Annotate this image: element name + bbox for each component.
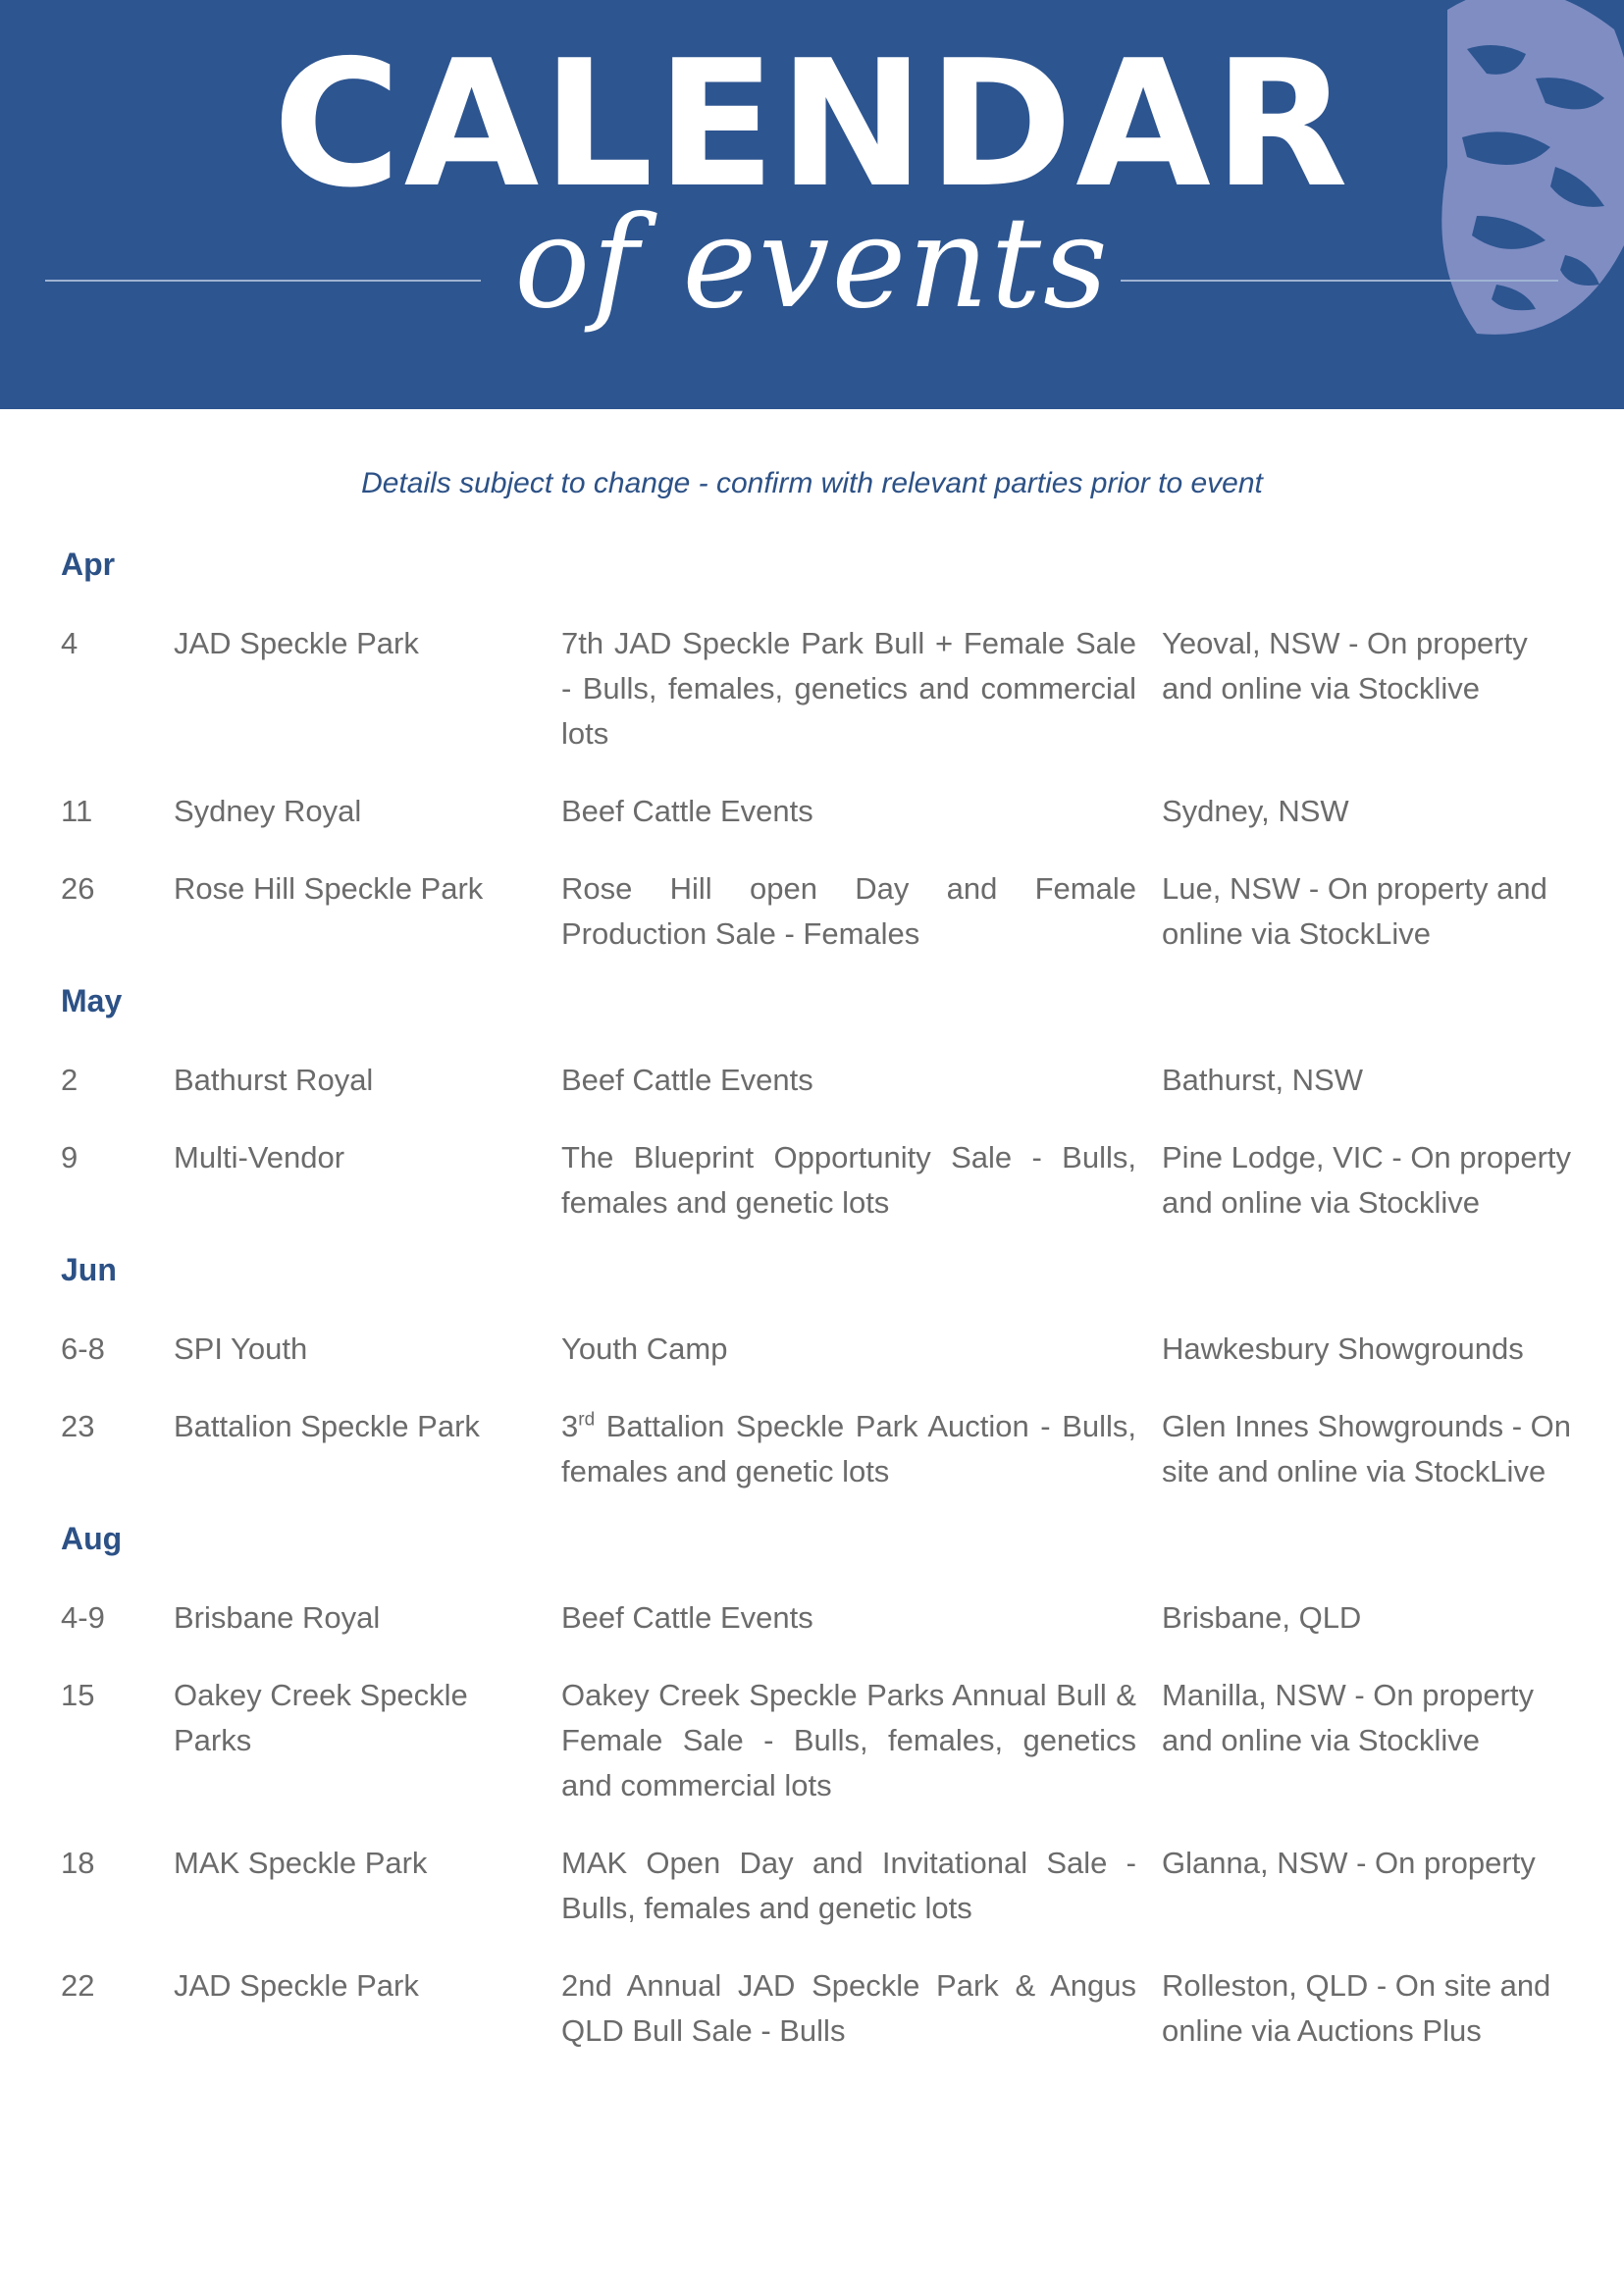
event-date: 11 — [61, 794, 93, 828]
event-row — [0, 866, 1624, 957]
page-subtitle: of events — [514, 190, 1110, 337]
event-description: Oakey Creek Speckle Parks Annual Bull & Female Sale - Bulls, females, genetics and commercial lots — [561, 1678, 1136, 1802]
event-location: Glen Innes Showgrounds - On site and online via StockLive — [1162, 1409, 1572, 1488]
event-description: Beef Cattle Events — [561, 794, 813, 828]
event-description: Beef Cattle Events — [561, 1063, 813, 1097]
event-date: 9 — [61, 1140, 79, 1174]
event-organiser: Sydney Royal — [174, 794, 362, 828]
event-location: Hawkesbury Showgrounds — [1162, 1331, 1524, 1366]
event-organiser: Multi-Vendor — [174, 1140, 345, 1174]
page-title: CALENDAR — [273, 23, 1351, 226]
month-heading: Aug — [61, 1521, 123, 1556]
event-row — [0, 1841, 1624, 1931]
event-date: 22 — [61, 1968, 95, 2003]
event-row — [0, 1327, 1624, 1372]
event-date: 23 — [61, 1409, 95, 1443]
event-organiser: Rose Hill Speckle Park — [174, 871, 484, 906]
event-row — [0, 621, 1624, 757]
disclaimer-notice: Details subject to change - confirm with relevant parties prior to event — [361, 467, 1263, 499]
event-row — [0, 1673, 1624, 1808]
event-description: 2nd Annual JAD Speckle Park & Angus QLD Bull Sale - Bulls — [561, 1968, 1136, 2048]
event-row — [0, 1963, 1624, 2054]
event-organiser: Battalion Speckle Park — [174, 1409, 480, 1443]
event-row — [0, 1595, 1624, 1641]
event-row — [0, 1135, 1624, 1226]
event-description: 7th JAD Speckle Park Bull + Female Sale - Bulls, females, genetics and commercial lots — [561, 626, 1136, 751]
event-organiser: Brisbane Royal — [174, 1600, 381, 1635]
event-date: 4 — [61, 626, 79, 660]
event-location: Manilla, NSW - On property and online via Stocklive — [1162, 1678, 1534, 1757]
event-location: Glanna, NSW - On property — [1162, 1846, 1536, 1880]
event-description-text: Battalion Speckle Park Auction - Bulls, females and genetic lots — [561, 1409, 1136, 1488]
event-location: Rolleston, QLD - On site and online via Auctions Plus — [1162, 1968, 1551, 2048]
event-location: Lue, NSW - On property and online via StockLive — [1162, 871, 1547, 951]
event-location: Yeoval, NSW - On property and online via Stocklive — [1162, 626, 1528, 705]
events-list — [0, 546, 1624, 2086]
event-organiser: JAD Speckle Park — [174, 626, 419, 660]
month-heading: May — [61, 983, 123, 1018]
event-organiser: JAD Speckle Park — [174, 1968, 419, 2003]
event-organiser: MAK Speckle Park — [174, 1846, 428, 1880]
month-heading: Apr — [61, 547, 116, 582]
event-organiser: Bathurst Royal — [174, 1063, 374, 1097]
event-row — [0, 789, 1624, 834]
event-date: 2 — [61, 1063, 79, 1097]
event-organiser: SPI Youth — [174, 1331, 308, 1366]
event-description: MAK Open Day and Invitational Sale - Bulls, females and genetic lots — [561, 1846, 1136, 1925]
event-location: Bathurst, NSW — [1162, 1063, 1363, 1097]
event-location: Pine Lodge, VIC - On property and online via Stocklive — [1162, 1140, 1572, 1220]
event-location: Sydney, NSW — [1162, 794, 1349, 828]
event-organiser: Oakey Creek Speckle Parks — [174, 1678, 468, 1757]
event-location: Brisbane, QLD — [1162, 1600, 1362, 1635]
event-description: Youth Camp — [561, 1331, 728, 1366]
event-row — [0, 1058, 1624, 1103]
ordinal-suffix: rd — [578, 1409, 596, 1431]
event-date: 4-9 — [61, 1600, 105, 1635]
event-description: Rose Hill open Day and Female Production Sale - Females — [561, 871, 1136, 951]
event-description: Beef Cattle Events — [561, 1600, 813, 1635]
ordinal-number: 3 — [561, 1409, 579, 1443]
event-date: 15 — [61, 1678, 95, 1712]
event-description — [561, 1404, 1136, 1494]
event-date: 18 — [61, 1846, 95, 1880]
event-description: The Blueprint Opportunity Sale - Bulls, females and genetic lots — [561, 1140, 1136, 1220]
event-date: 6-8 — [61, 1331, 105, 1366]
month-heading: Jun — [61, 1252, 117, 1287]
event-date: 26 — [61, 871, 95, 906]
event-row — [0, 1404, 1624, 1494]
header-banner — [0, 0, 1624, 409]
